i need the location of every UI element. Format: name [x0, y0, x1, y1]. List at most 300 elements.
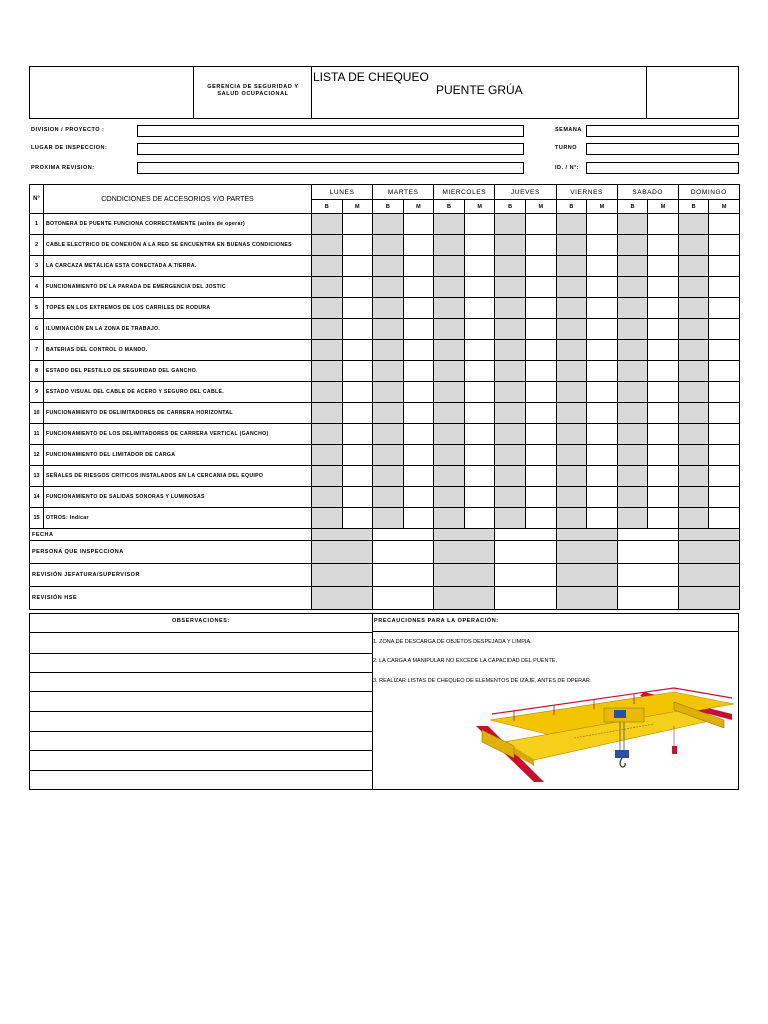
- check-cell[interactable]: [678, 340, 709, 361]
- signoff-cell[interactable]: [312, 587, 373, 610]
- bm-header: M: [342, 200, 373, 214]
- observation-line[interactable]: [29, 632, 373, 633]
- check-cell[interactable]: [587, 424, 618, 445]
- check-cell[interactable]: [678, 277, 709, 298]
- check-cell[interactable]: [495, 403, 526, 424]
- signoff-cell[interactable]: [617, 541, 678, 564]
- item-condition: BATERIAS DEL CONTROL O MANDO.: [44, 340, 312, 361]
- signoff-cell[interactable]: [556, 587, 617, 610]
- check-cell[interactable]: [403, 487, 434, 508]
- signoff-cell[interactable]: [556, 564, 617, 587]
- signoff-cell[interactable]: [373, 564, 434, 587]
- check-cell[interactable]: [617, 319, 648, 340]
- check-cell[interactable]: [434, 319, 465, 340]
- check-cell[interactable]: [403, 256, 434, 277]
- check-cell[interactable]: [709, 235, 740, 256]
- check-cell[interactable]: [525, 256, 556, 277]
- check-cell[interactable]: [678, 403, 709, 424]
- check-cell[interactable]: [709, 340, 740, 361]
- check-cell[interactable]: [709, 403, 740, 424]
- table-row: [30, 235, 740, 256]
- check-cell[interactable]: [525, 487, 556, 508]
- check-cell[interactable]: [312, 466, 343, 487]
- check-cell[interactable]: [312, 256, 343, 277]
- check-cell[interactable]: [342, 466, 373, 487]
- check-cell[interactable]: [495, 235, 526, 256]
- check-cell[interactable]: [525, 298, 556, 319]
- check-cell[interactable]: [312, 424, 343, 445]
- check-cell[interactable]: [556, 508, 587, 529]
- check-cell[interactable]: [525, 277, 556, 298]
- signoff-label: PERSONA QUE INSPECCIONA: [30, 541, 312, 564]
- check-cell[interactable]: [403, 466, 434, 487]
- signoff-cell[interactable]: [373, 587, 434, 610]
- check-cell[interactable]: [556, 298, 587, 319]
- check-cell[interactable]: [587, 508, 618, 529]
- check-cell[interactable]: [648, 403, 679, 424]
- signoff-cell[interactable]: [556, 529, 617, 541]
- day-header: LUNES: [312, 185, 373, 200]
- check-cell[interactable]: [495, 382, 526, 403]
- num-header: N°: [30, 185, 44, 214]
- lugar-label: LUGAR DE INSPECCION:: [31, 145, 108, 151]
- check-cell[interactable]: [678, 298, 709, 319]
- check-cell[interactable]: [342, 277, 373, 298]
- item-condition: ESTADO VISUAL DEL CABLE DE ACERO Y SEGURO DEL CABLE.: [44, 382, 312, 403]
- check-cell[interactable]: [678, 256, 709, 277]
- check-cell[interactable]: [648, 277, 679, 298]
- check-cell[interactable]: [312, 403, 343, 424]
- check-cell[interactable]: [464, 487, 495, 508]
- check-cell[interactable]: [525, 319, 556, 340]
- observation-line[interactable]: [29, 750, 373, 751]
- check-cell[interactable]: [342, 298, 373, 319]
- signoff-cell[interactable]: [495, 529, 556, 541]
- bm-header: B: [373, 200, 404, 214]
- signoff-cell[interactable]: [678, 564, 739, 587]
- check-cell[interactable]: [709, 508, 740, 529]
- check-cell[interactable]: [525, 235, 556, 256]
- item-number: 5: [30, 298, 44, 319]
- signoff-cell[interactable]: [495, 564, 556, 587]
- check-cell[interactable]: [312, 277, 343, 298]
- check-cell[interactable]: [373, 298, 404, 319]
- doc-subtitle: PUENTE GRÚA: [436, 83, 523, 97]
- table-row: [30, 445, 740, 466]
- check-cell[interactable]: [403, 298, 434, 319]
- check-cell[interactable]: [587, 403, 618, 424]
- check-cell[interactable]: [464, 403, 495, 424]
- check-cell[interactable]: [617, 466, 648, 487]
- check-cell[interactable]: [495, 214, 526, 235]
- signoff-cell[interactable]: [312, 529, 373, 541]
- signoff-label: FECHA: [30, 529, 312, 541]
- check-cell[interactable]: [617, 382, 648, 403]
- check-cell[interactable]: [403, 424, 434, 445]
- check-cell[interactable]: [617, 508, 648, 529]
- signoff-cell[interactable]: [312, 564, 373, 587]
- check-cell[interactable]: [587, 214, 618, 235]
- check-cell[interactable]: [587, 487, 618, 508]
- bm-header: B: [556, 200, 587, 214]
- check-cell[interactable]: [403, 361, 434, 382]
- check-cell[interactable]: [556, 214, 587, 235]
- check-cell[interactable]: [464, 466, 495, 487]
- check-cell[interactable]: [556, 277, 587, 298]
- check-cell[interactable]: [709, 256, 740, 277]
- check-cell[interactable]: [617, 403, 648, 424]
- table-row: [30, 319, 740, 340]
- check-cell[interactable]: [648, 298, 679, 319]
- check-cell[interactable]: [464, 382, 495, 403]
- check-cell[interactable]: [464, 445, 495, 466]
- check-cell[interactable]: [587, 382, 618, 403]
- turno-label: TURNO: [555, 145, 578, 151]
- check-cell[interactable]: [373, 361, 404, 382]
- observation-line[interactable]: [29, 672, 373, 673]
- signoff-cell[interactable]: [617, 564, 678, 587]
- check-cell[interactable]: [342, 403, 373, 424]
- check-cell[interactable]: [434, 214, 465, 235]
- check-cell[interactable]: [587, 319, 618, 340]
- check-cell[interactable]: [709, 319, 740, 340]
- check-cell[interactable]: [464, 256, 495, 277]
- item-condition: OTROS: Indicar: [44, 508, 312, 529]
- check-cell[interactable]: [373, 445, 404, 466]
- check-cell[interactable]: [312, 340, 343, 361]
- check-cell[interactable]: [495, 508, 526, 529]
- check-cell[interactable]: [464, 298, 495, 319]
- check-cell[interactable]: [434, 235, 465, 256]
- check-cell[interactable]: [648, 340, 679, 361]
- check-cell[interactable]: [342, 361, 373, 382]
- check-cell[interactable]: [373, 382, 404, 403]
- check-cell[interactable]: [342, 214, 373, 235]
- check-cell[interactable]: [678, 319, 709, 340]
- check-cell[interactable]: [617, 214, 648, 235]
- signoff-row: [30, 541, 740, 564]
- id-field[interactable]: [586, 162, 739, 174]
- check-cell[interactable]: [342, 445, 373, 466]
- check-cell[interactable]: [312, 382, 343, 403]
- check-cell[interactable]: [373, 319, 404, 340]
- check-cell[interactable]: [495, 298, 526, 319]
- check-cell[interactable]: [678, 487, 709, 508]
- check-cell[interactable]: [525, 382, 556, 403]
- check-cell[interactable]: [648, 256, 679, 277]
- check-cell[interactable]: [434, 403, 465, 424]
- bm-header: B: [312, 200, 343, 214]
- check-cell[interactable]: [495, 319, 526, 340]
- check-cell[interactable]: [525, 424, 556, 445]
- check-cell[interactable]: [373, 508, 404, 529]
- check-cell[interactable]: [648, 445, 679, 466]
- table-row: [30, 214, 740, 235]
- check-cell[interactable]: [403, 508, 434, 529]
- check-cell[interactable]: [556, 466, 587, 487]
- checklist-grid: [29, 184, 740, 610]
- bm-header: M: [648, 200, 679, 214]
- check-cell[interactable]: [403, 214, 434, 235]
- check-cell[interactable]: [434, 256, 465, 277]
- check-cell[interactable]: [525, 445, 556, 466]
- signoff-cell[interactable]: [617, 587, 678, 610]
- check-cell[interactable]: [464, 361, 495, 382]
- signoff-cell[interactable]: [434, 564, 495, 587]
- check-cell[interactable]: [648, 424, 679, 445]
- item-condition: FUNCIONAMIENTO DE DELIMITADORES DE CARRERA HORIZONTAL: [44, 403, 312, 424]
- check-cell[interactable]: [464, 340, 495, 361]
- check-cell[interactable]: [648, 214, 679, 235]
- observation-line[interactable]: [29, 653, 373, 654]
- check-cell[interactable]: [525, 340, 556, 361]
- check-cell[interactable]: [373, 277, 404, 298]
- check-cell[interactable]: [464, 214, 495, 235]
- check-cell[interactable]: [648, 508, 679, 529]
- lugar-field[interactable]: [137, 143, 524, 155]
- check-cell[interactable]: [495, 277, 526, 298]
- item-number: 11: [30, 424, 44, 445]
- check-cell[interactable]: [678, 382, 709, 403]
- item-number: 6: [30, 319, 44, 340]
- bm-header: M: [587, 200, 618, 214]
- check-cell[interactable]: [342, 382, 373, 403]
- check-cell[interactable]: [648, 361, 679, 382]
- check-cell[interactable]: [678, 214, 709, 235]
- item-condition: ILUMINACIÓN EN LA ZONA DE TRABAJO.: [44, 319, 312, 340]
- org-name: GERENCIA DE SEGURIDAD Y SALUD OCUPACIONAL: [207, 84, 299, 97]
- check-cell[interactable]: [678, 445, 709, 466]
- check-cell[interactable]: [617, 235, 648, 256]
- division-field[interactable]: [137, 125, 524, 137]
- check-cell[interactable]: [464, 319, 495, 340]
- check-cell[interactable]: [373, 256, 404, 277]
- signoff-cell[interactable]: [373, 529, 434, 541]
- semana-field[interactable]: [586, 125, 739, 137]
- signoff-cell[interactable]: [617, 529, 678, 541]
- signoff-cell[interactable]: [434, 587, 495, 610]
- semana-label: SEMANA: [555, 127, 582, 133]
- check-cell[interactable]: [587, 361, 618, 382]
- proxima-field[interactable]: [137, 162, 524, 174]
- item-number: 13: [30, 466, 44, 487]
- check-cell[interactable]: [495, 466, 526, 487]
- check-cell[interactable]: [709, 445, 740, 466]
- check-cell[interactable]: [312, 487, 343, 508]
- check-cell[interactable]: [709, 298, 740, 319]
- check-cell[interactable]: [342, 235, 373, 256]
- check-cell[interactable]: [587, 340, 618, 361]
- check-cell[interactable]: [556, 382, 587, 403]
- check-cell[interactable]: [617, 340, 648, 361]
- check-cell[interactable]: [617, 445, 648, 466]
- check-cell[interactable]: [342, 424, 373, 445]
- observation-line[interactable]: [29, 731, 373, 732]
- signoff-cell[interactable]: [678, 587, 739, 610]
- check-cell[interactable]: [434, 445, 465, 466]
- check-cell[interactable]: [587, 256, 618, 277]
- check-cell[interactable]: [709, 277, 740, 298]
- signoff-cell[interactable]: [434, 529, 495, 541]
- check-cell[interactable]: [434, 487, 465, 508]
- check-cell[interactable]: [525, 508, 556, 529]
- check-cell[interactable]: [678, 361, 709, 382]
- item-condition: TOPES EN LOS EXTREMOS DE LOS CARRILES DE RODURA: [44, 298, 312, 319]
- check-cell[interactable]: [434, 382, 465, 403]
- check-cell[interactable]: [678, 508, 709, 529]
- precaucion-2: 2. LA CARGA A MANIPULAR NO EXCEDE LA CAPACIDAD DEL PUENTE.: [373, 658, 558, 664]
- check-cell[interactable]: [312, 298, 343, 319]
- check-cell[interactable]: [525, 466, 556, 487]
- check-cell[interactable]: [373, 214, 404, 235]
- check-cell[interactable]: [373, 466, 404, 487]
- check-cell[interactable]: [648, 319, 679, 340]
- signoff-cell[interactable]: [678, 529, 739, 541]
- signoff-row: [30, 564, 740, 587]
- check-cell[interactable]: [678, 466, 709, 487]
- check-cell[interactable]: [648, 487, 679, 508]
- check-cell[interactable]: [403, 340, 434, 361]
- check-cell[interactable]: [587, 466, 618, 487]
- check-cell[interactable]: [312, 361, 343, 382]
- check-cell[interactable]: [312, 319, 343, 340]
- proxima-label: PROXIMA REVISION:: [31, 165, 95, 171]
- check-cell[interactable]: [403, 319, 434, 340]
- conditions-header: CONDICIONES DE ACCESORIOS Y/O PARTES: [44, 185, 312, 214]
- bm-header: M: [709, 200, 740, 214]
- bm-header: M: [525, 200, 556, 214]
- check-cell[interactable]: [678, 235, 709, 256]
- check-cell[interactable]: [556, 256, 587, 277]
- check-cell[interactable]: [342, 340, 373, 361]
- check-cell[interactable]: [434, 277, 465, 298]
- check-cell[interactable]: [464, 235, 495, 256]
- check-cell[interactable]: [434, 424, 465, 445]
- check-cell[interactable]: [648, 235, 679, 256]
- day-header: JUEVES: [495, 185, 556, 200]
- check-cell[interactable]: [373, 340, 404, 361]
- check-cell[interactable]: [556, 319, 587, 340]
- observation-line[interactable]: [29, 691, 373, 692]
- signoff-cell[interactable]: [678, 541, 739, 564]
- check-cell[interactable]: [495, 361, 526, 382]
- check-cell[interactable]: [709, 361, 740, 382]
- signoff-cell[interactable]: [495, 541, 556, 564]
- check-cell[interactable]: [525, 361, 556, 382]
- check-cell[interactable]: [587, 445, 618, 466]
- check-cell[interactable]: [556, 235, 587, 256]
- check-cell[interactable]: [617, 487, 648, 508]
- turno-field[interactable]: [586, 143, 739, 155]
- check-cell[interactable]: [709, 424, 740, 445]
- check-cell[interactable]: [709, 214, 740, 235]
- check-cell[interactable]: [373, 403, 404, 424]
- id-label: ID. / N°:: [555, 165, 580, 171]
- check-cell[interactable]: [525, 403, 556, 424]
- signoff-cell[interactable]: [495, 587, 556, 610]
- item-number: 12: [30, 445, 44, 466]
- item-number: 9: [30, 382, 44, 403]
- check-cell[interactable]: [403, 403, 434, 424]
- check-cell[interactable]: [464, 277, 495, 298]
- check-cell[interactable]: [312, 235, 343, 256]
- check-cell[interactable]: [495, 256, 526, 277]
- check-cell[interactable]: [648, 466, 679, 487]
- check-cell[interactable]: [342, 487, 373, 508]
- observation-line[interactable]: [29, 711, 373, 712]
- check-cell[interactable]: [587, 298, 618, 319]
- check-cell[interactable]: [434, 298, 465, 319]
- check-cell[interactable]: [617, 298, 648, 319]
- check-cell[interactable]: [525, 214, 556, 235]
- check-cell[interactable]: [587, 235, 618, 256]
- signoff-cell[interactable]: [434, 541, 495, 564]
- check-cell[interactable]: [495, 340, 526, 361]
- check-cell[interactable]: [678, 424, 709, 445]
- check-cell[interactable]: [556, 403, 587, 424]
- check-cell[interactable]: [709, 466, 740, 487]
- check-cell[interactable]: [403, 382, 434, 403]
- check-cell[interactable]: [617, 256, 648, 277]
- check-cell[interactable]: [403, 277, 434, 298]
- check-cell[interactable]: [709, 382, 740, 403]
- check-cell[interactable]: [464, 424, 495, 445]
- check-cell[interactable]: [434, 340, 465, 361]
- signoff-row: [30, 529, 740, 541]
- check-cell[interactable]: [342, 508, 373, 529]
- check-cell[interactable]: [556, 487, 587, 508]
- day-header: VIERNES: [556, 185, 617, 200]
- check-cell[interactable]: [495, 445, 526, 466]
- check-cell[interactable]: [312, 445, 343, 466]
- item-condition: BOTONERA DE PUENTE FUNCIONA CORRECTAMENTE (antes de operar): [44, 214, 312, 235]
- check-cell[interactable]: [709, 487, 740, 508]
- check-cell[interactable]: [495, 487, 526, 508]
- check-cell[interactable]: [556, 424, 587, 445]
- signoff-cell[interactable]: [373, 541, 434, 564]
- check-cell[interactable]: [312, 508, 343, 529]
- check-cell[interactable]: [556, 340, 587, 361]
- signoff-cell[interactable]: [556, 541, 617, 564]
- check-cell[interactable]: [373, 487, 404, 508]
- check-cell[interactable]: [312, 214, 343, 235]
- check-cell[interactable]: [342, 256, 373, 277]
- check-cell[interactable]: [464, 508, 495, 529]
- check-cell[interactable]: [556, 445, 587, 466]
- observation-line[interactable]: [29, 770, 373, 771]
- check-cell[interactable]: [434, 466, 465, 487]
- check-cell[interactable]: [373, 235, 404, 256]
- table-row: [30, 424, 740, 445]
- signoff-cell[interactable]: [312, 541, 373, 564]
- check-cell[interactable]: [403, 445, 434, 466]
- check-cell[interactable]: [434, 361, 465, 382]
- check-cell[interactable]: [342, 319, 373, 340]
- check-cell[interactable]: [587, 277, 618, 298]
- item-number: 15: [30, 508, 44, 529]
- check-cell[interactable]: [403, 235, 434, 256]
- check-cell[interactable]: [373, 424, 404, 445]
- check-cell[interactable]: [648, 382, 679, 403]
- check-cell[interactable]: [556, 361, 587, 382]
- item-condition: FUNCIONAMIENTO DE LA PARADA DE EMERGENCIA DEL JOSTIC: [44, 277, 312, 298]
- check-cell[interactable]: [617, 361, 648, 382]
- check-cell[interactable]: [617, 424, 648, 445]
- check-cell[interactable]: [617, 277, 648, 298]
- check-cell[interactable]: [434, 508, 465, 529]
- day-header: DOMINGO: [678, 185, 739, 200]
- check-cell[interactable]: [495, 424, 526, 445]
